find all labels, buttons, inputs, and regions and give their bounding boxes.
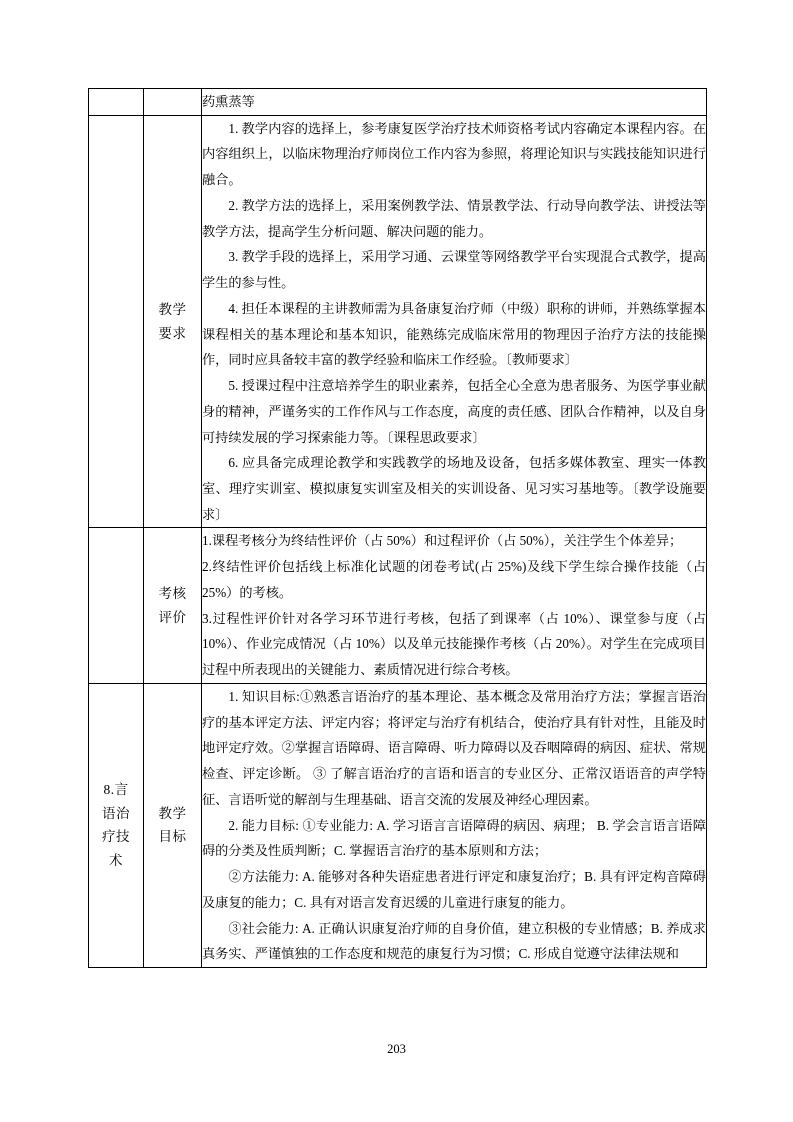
row-label-cell xyxy=(144,89,202,116)
content-paragraph: 2. 能力目标: ①专业能力: A. 学习语言言语障碍的病因、病理； B. 学会言语言语障碍的分类及性质判断；C. 掌握语言治疗的基本原则和方法； xyxy=(202,817,706,859)
label-line: 目标 xyxy=(158,829,187,845)
label-line: 评价 xyxy=(158,609,187,625)
label-line: 术 xyxy=(109,853,123,869)
course-name-cell xyxy=(89,115,144,528)
label-line: 疗技 xyxy=(102,829,130,845)
content-paragraph: 药熏蒸等 xyxy=(202,94,255,109)
label-line: 8.言 xyxy=(103,782,129,798)
course-name-cell xyxy=(89,89,144,116)
page-number: 203 xyxy=(387,1042,406,1056)
course-name-speech-therapy xyxy=(89,683,144,967)
label-line: 要求 xyxy=(158,325,187,341)
label-line: 教学 xyxy=(158,805,187,821)
content-paragraph: 3. 教学手段的选择上，采用学习通、云课堂等网络教学平台实现混合式教学，提高学生的参与性。 xyxy=(202,249,706,291)
row-content-cell xyxy=(202,89,707,116)
content-paragraph: ③社会能力: A. 正确认识康复治疗师的自身价值，建立积极的专业情感；B. 养成求真务实、严谨慎独的工作态度和规范的康复行为习惯；C. 形成自觉遵守法律法规和 xyxy=(202,920,706,962)
content-paragraph: 4. 担任本课程的主讲教师需为具备康复治疗师（中级）职称的讲师，并熟练掌握本课程相关的基本理论和基本知识，能熟练完成临床常用的物理因子治疗方法的技能操作，同时应具备较丰富的教学经验和临床工作经验。〔教师要求〕 xyxy=(202,300,706,368)
table-row xyxy=(89,528,707,683)
row-label-teaching-requirements xyxy=(144,115,202,528)
course-name-cell xyxy=(89,528,144,683)
content-paragraph: 5. 授课过程中注意培养学生的职业素养，包括全心全意为患者服务、为医学事业献身的精神，严谨务实的工作作风与工作态度，高度的责任感、团队合作精神，以及自身可持续发展的学习探索能力等。〔课程思政要求〕 xyxy=(202,378,706,445)
table-row xyxy=(89,683,707,967)
row-content-assessment xyxy=(202,528,707,683)
curriculum-table xyxy=(88,88,707,968)
row-label-teaching-objectives xyxy=(144,683,202,967)
table-row xyxy=(89,115,707,528)
content-paragraph: 6. 应具备完成理论教学和实践教学的场地及设备，包括多媒体教室、理实一体教室、理疗实训室、模拟康复实训室及相关的实训设备、见习实习基地等。〔教学设施要求〕 xyxy=(202,455,706,522)
table-row xyxy=(89,89,707,116)
row-label-assessment xyxy=(144,528,202,683)
content-paragraph: 1. 知识目标:①熟悉言语治疗的基本理论、基本概念及常用治疗方法；掌握言语治疗的基本评定方法、评定内容；将评定与治疗有机结合，使治疗具有针对性，且能及时地评定疗效。②掌握言语障碍、语言障碍、听力障碍以及吞咽障碍的病因、症状、常规检查、评定诊断。 ③ 了解言语治疗的言语和语言的专业区分、正常汉语语音的声学特征、言语听觉的解剖与生理基础、语言交流的发展及神经心理因素。 xyxy=(202,688,706,807)
label-line: 语治 xyxy=(102,805,130,821)
row-content-teaching-requirements xyxy=(202,115,707,528)
content-paragraph: 1. 教学内容的选择上，参考康复医学治疗技术师资格考试内容确定本课程内容。在内容组织上，以临床物理治疗师岗位工作内容为参照，将理论知识与实践技能知识进行融合。 xyxy=(202,120,706,188)
content-paragraph: 3.过程性评价针对各学习环节进行考核，包括了到课率（占 10%）、课堂参与度（占 10%）、作业完成情况（占 10%）以及单元技能操作考核（占 20%）。对学生在完成项目过程中所表现出的关键能力、素质情况进行综合考核。 xyxy=(202,610,706,678)
content-paragraph: 2.终结性评价包括线上标准化试题的闭卷考试(占 25%)及线下学生综合操作技能（占 25%）的考核。 xyxy=(202,559,706,600)
content-paragraph: 1.课程考核分为终结性评价（占 50%）和过程评价（占 50%），关注学生个体差异； xyxy=(202,533,683,549)
content-paragraph: ②方法能力: A. 能够对各种失语症患者进行评定和康复治疗；B. 具有评定构音障碍及康复的能力；C. 具有对语言发育迟缓的儿童进行康复的能力。 xyxy=(202,869,706,910)
row-content-teaching-objectives xyxy=(202,683,707,967)
label-line: 教学 xyxy=(158,301,187,317)
content-paragraph: 2. 教学方法的选择上，采用案例教学法、情景教学法、行动导向教学法、讲授法等教学方法，提高学生分析问题、解决问题的能力。 xyxy=(202,197,706,239)
label-line: 考核 xyxy=(158,586,187,602)
